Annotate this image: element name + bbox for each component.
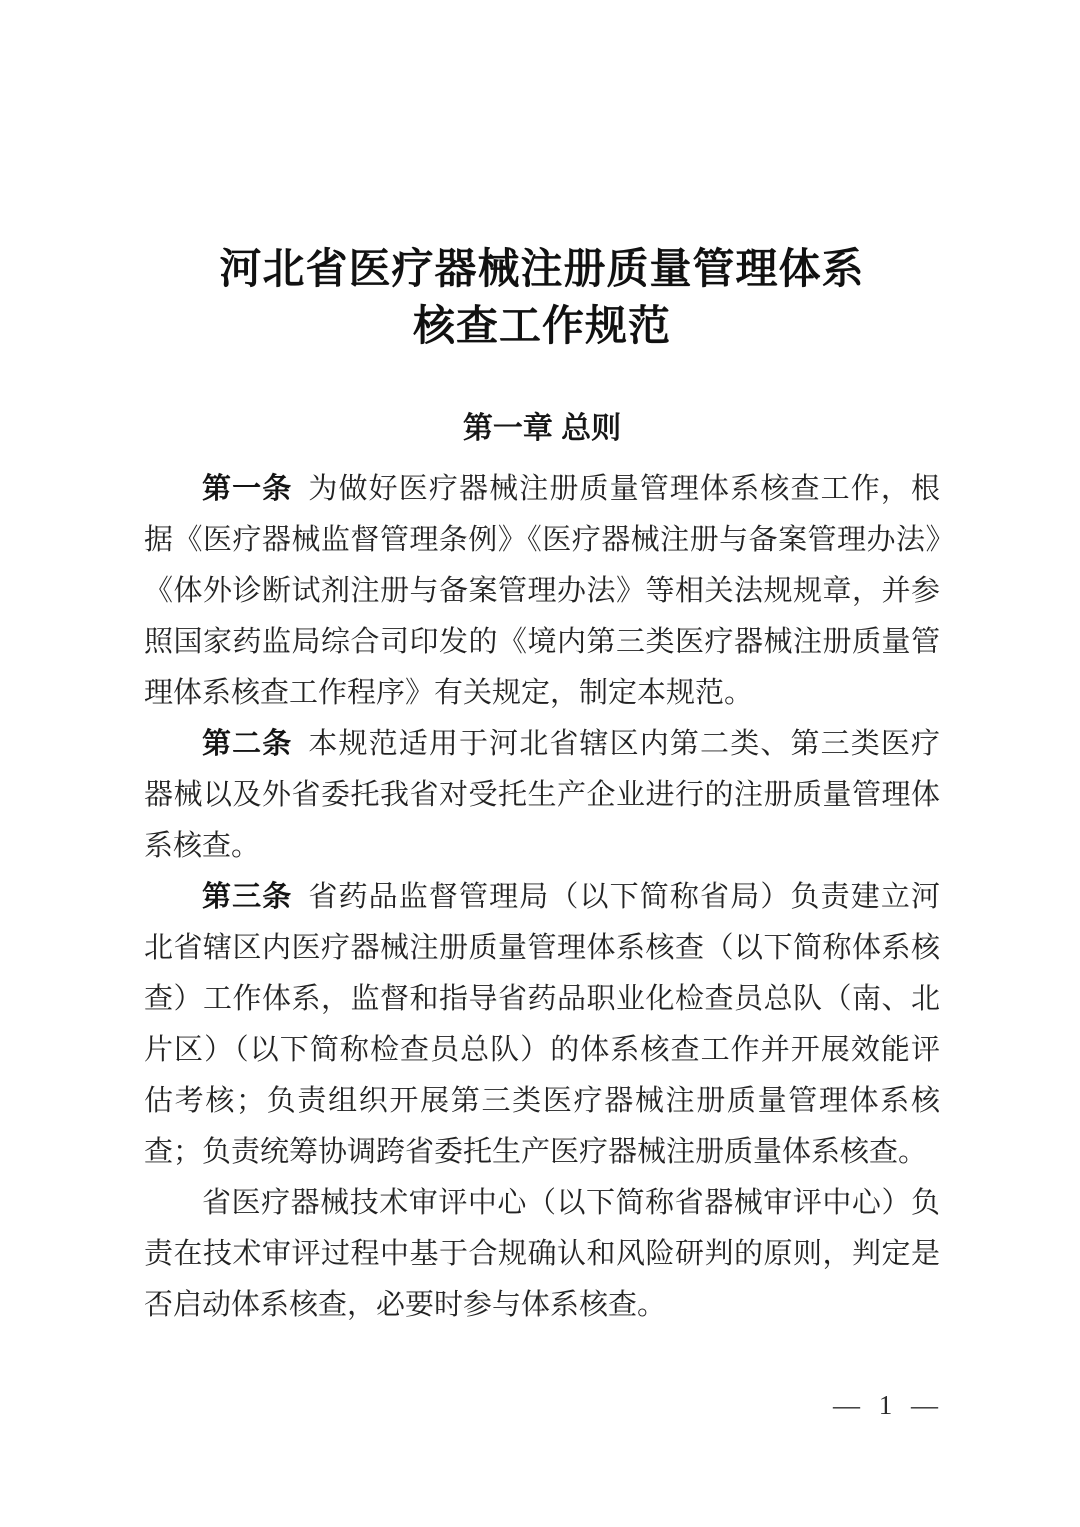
document-title <box>144 240 940 354</box>
article-number-1: 第一条 <box>202 473 293 505</box>
page-number: — 1 — <box>833 1390 944 1420</box>
chapter-heading: 第一章 总则 <box>462 412 622 445</box>
document-title-line-2: 核查工作规范 <box>412 302 671 349</box>
paragraph-article-3 <box>144 872 940 1178</box>
paragraph-article-2 <box>144 719 940 872</box>
paragraph-text-1: 为做好医疗器械注册质量管理体系核查工作，根据《医疗器械监督管理条例》《医疗器械注册与备案管理办法》《体外诊断试剂注册与备案管理办法》等相关法规规章，并参照国家药监局综合司印发的《境内第三类医疗器械注册质量管理体系核查工作程序》有关规定，制定本规范。 <box>144 473 940 709</box>
paragraph-text-4: 省医疗器械技术审评中心（以下简称省器械审评中心）负责在技术审评过程中基于合规确认和风险研判的原则，判定是否启动体系核查，必要时参与体系核查。 <box>144 1187 940 1321</box>
article-number-3: 第三条 <box>202 881 293 913</box>
paragraph-article-1 <box>144 464 940 719</box>
document-title-line-1: 河北省医疗器械注册质量管理体系 <box>219 245 865 292</box>
paragraph-text-3: 省药品监督管理局（以下简称省局）负责建立河北省辖区内医疗器械注册质量管理体系核查（以下简称体系核查）工作体系，监督和指导省药品职业化检查员总队（南、北片区）（以下简称检查员总队）的体系核查工作并开展效能评估考核；负责组织开展第三类医疗器械注册质量管理体系核查；负责统筹协调跨省委托生产医疗器械注册质量体系核查。 <box>144 881 940 1168</box>
article-number-2: 第二条 <box>202 728 293 760</box>
paragraph-text-2: 本规范适用于河北省辖区内第二类、第三类医疗器械以及外省委托我省对受托生产企业进行的注册质量管理体系核查。 <box>144 728 940 862</box>
paragraph-review-center <box>144 1178 940 1331</box>
